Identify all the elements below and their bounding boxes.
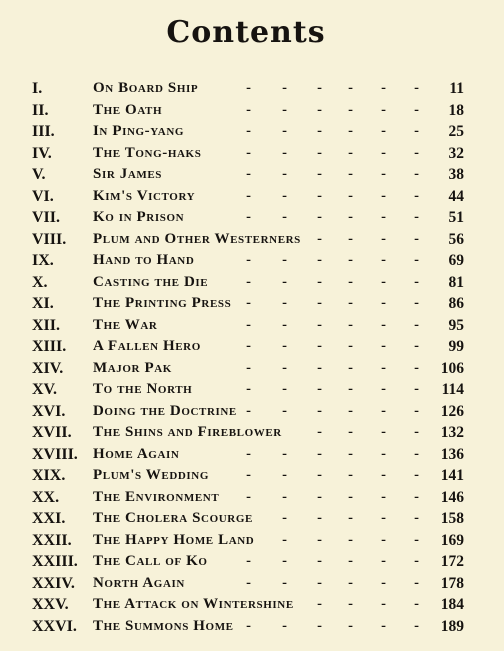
chapter-page-number: 51 <box>448 209 464 226</box>
chapter-number: VIII. <box>32 230 67 248</box>
leader-dash: - <box>348 574 353 591</box>
chapter-title: Plum and Other Westerners <box>93 230 301 247</box>
chapter-number: XXI. <box>32 510 66 527</box>
chapter-title: The Summons Home <box>93 617 234 634</box>
leader-dash: - <box>414 510 419 526</box>
leader-dash: - <box>282 166 287 182</box>
leader-dash: - <box>317 574 322 591</box>
toc-entry[interactable] <box>0 422 504 444</box>
chapter-page-number: 169 <box>440 531 464 549</box>
leader-dash: - <box>317 123 322 139</box>
leader-dash: - <box>348 402 353 419</box>
leader-dash: - <box>348 252 353 268</box>
chapter-title: Sir James <box>93 166 162 182</box>
leader-dash: - <box>317 531 322 548</box>
toc-entry[interactable] <box>0 272 504 294</box>
leader-dash: - <box>381 123 386 139</box>
leader-dash: - <box>348 187 353 204</box>
chapter-title: Major Pak <box>93 359 172 376</box>
leader-dash: - <box>282 510 287 526</box>
leader-dash: - <box>348 510 353 526</box>
chapter-page-number: 56 <box>448 230 464 248</box>
leader-dash: - <box>246 209 251 225</box>
chapter-number: XXIII. <box>32 553 78 570</box>
toc-entry[interactable] <box>0 121 504 143</box>
chapter-title: The Happy Home Land <box>93 531 255 548</box>
chapter-title: North Again <box>93 574 185 591</box>
leader-dash: - <box>246 381 251 397</box>
leader-dash: - <box>282 273 287 290</box>
leader-dash: - <box>348 424 353 440</box>
leader-dash: - <box>282 531 287 548</box>
chapter-title: Home Again <box>93 445 180 462</box>
chapter-number: I. <box>32 80 43 97</box>
leader-dash: - <box>282 252 287 268</box>
leader-dash: - <box>246 273 251 290</box>
leader-dash: - <box>414 617 419 634</box>
leader-dash: - <box>381 467 386 483</box>
leader-dash: - <box>317 338 322 354</box>
toc-entry[interactable] <box>0 143 504 165</box>
leader-dash: - <box>414 144 419 161</box>
chapter-page-number: 146 <box>440 488 464 506</box>
leader-dash: - <box>381 273 386 290</box>
leader-dash: - <box>381 510 386 526</box>
page-title: Contents <box>166 15 326 50</box>
leader-dash: - <box>348 445 353 462</box>
leader-dash: - <box>414 402 419 419</box>
leader-dash: - <box>414 273 419 290</box>
chapter-page-number: 86 <box>448 295 464 312</box>
toc-entry[interactable] <box>0 315 504 337</box>
leader-dash: - <box>282 574 287 591</box>
chapter-number: VII. <box>32 209 61 226</box>
leader-dash: - <box>381 553 386 569</box>
leader-dash: - <box>414 295 419 311</box>
leader-dash: - <box>348 273 353 290</box>
leader-dash: - <box>414 381 419 397</box>
leader-dash: - <box>381 187 386 204</box>
leader-dash: - <box>246 123 251 139</box>
toc-entry[interactable] <box>0 164 504 186</box>
chapter-page-number: 99 <box>448 338 464 355</box>
leader-dash: - <box>246 467 251 483</box>
leader-dash: - <box>381 101 386 118</box>
chapter-title: The Shins and Fireblower <box>93 424 282 440</box>
leader-dash: - <box>414 424 419 440</box>
chapter-number: XIX. <box>32 467 66 484</box>
chapter-title: The Cholera Scourge <box>93 510 253 526</box>
leader-dash: - <box>381 166 386 182</box>
leader-dash: - <box>348 359 353 376</box>
leader-dash: - <box>246 166 251 182</box>
leader-dash: - <box>414 338 419 354</box>
leader-dash: - <box>381 381 386 397</box>
leader-dash: - <box>381 252 386 268</box>
leader-dash: - <box>348 316 353 333</box>
chapter-page-number: 81 <box>448 273 464 291</box>
chapter-page-number: 106 <box>440 359 464 377</box>
leader-dash: - <box>414 80 419 96</box>
toc-entry[interactable] <box>0 573 504 595</box>
chapter-number: III. <box>32 123 55 140</box>
leader-dash: - <box>317 80 322 96</box>
chapter-title: Kim's Victory <box>93 187 196 204</box>
leader-dash: - <box>317 617 322 634</box>
chapter-page-number: 132 <box>440 424 464 441</box>
leader-dash: - <box>381 574 386 591</box>
leader-dash: - <box>246 488 251 505</box>
leader-dash: - <box>246 316 251 333</box>
leader-dash: - <box>381 316 386 333</box>
chapter-number: XXVI. <box>32 617 77 635</box>
toc-entry[interactable] <box>0 293 504 315</box>
chapter-page-number: 38 <box>448 166 464 183</box>
leader-dash: - <box>414 574 419 591</box>
leader-dash: - <box>317 101 322 118</box>
chapter-title: The Call of Ko <box>93 553 208 569</box>
toc-entry[interactable] <box>0 444 504 466</box>
chapter-number: XIV. <box>32 359 64 377</box>
leader-dash: - <box>246 295 251 311</box>
leader-dash: - <box>317 381 322 397</box>
chapter-page-number: 32 <box>448 144 464 162</box>
chapter-page-number: 69 <box>448 252 464 269</box>
chapter-number: XV. <box>32 381 58 398</box>
chapter-title: Plum's Wedding <box>93 467 209 483</box>
leader-dash: - <box>246 187 251 204</box>
chapter-number: XVII. <box>32 424 72 441</box>
chapter-page-number: 178 <box>440 574 464 592</box>
leader-dash: - <box>381 402 386 419</box>
chapter-title: The Attack on Wintershine <box>93 596 294 612</box>
leader-dash: - <box>246 338 251 354</box>
leader-dash: - <box>348 80 353 96</box>
leader-dash: - <box>381 617 386 634</box>
chapter-number: XXII. <box>32 531 72 549</box>
leader-dash: - <box>348 230 353 247</box>
leader-dash: - <box>381 80 386 96</box>
toc-entry[interactable] <box>0 207 504 229</box>
chapter-number: XI. <box>32 295 54 312</box>
chapter-number: VI. <box>32 187 54 205</box>
leader-dash: - <box>348 553 353 569</box>
leader-dash: - <box>282 123 287 139</box>
leader-dash: - <box>348 295 353 311</box>
leader-dash: - <box>348 166 353 182</box>
leader-dash: - <box>381 445 386 462</box>
chapter-number: X. <box>32 273 48 291</box>
leader-dash: - <box>348 209 353 225</box>
toc-entry[interactable] <box>0 594 504 616</box>
chapter-title: Doing the Doctrine <box>93 402 237 419</box>
toc-entry[interactable] <box>0 336 504 358</box>
leader-dash: - <box>317 144 322 161</box>
leader-dash: - <box>282 617 287 634</box>
chapter-title: The Tong-haks <box>93 144 202 161</box>
chapter-page-number: 158 <box>440 510 464 527</box>
toc-entry[interactable] <box>0 508 504 530</box>
leader-dash: - <box>317 230 322 247</box>
leader-dash: - <box>381 144 386 161</box>
chapter-number: V. <box>32 166 46 183</box>
chapter-title: On Board Ship <box>93 80 199 96</box>
chapter-page-number: 189 <box>440 617 464 635</box>
leader-dash: - <box>282 467 287 483</box>
leader-dash: - <box>348 596 353 612</box>
leader-dash: - <box>414 596 419 612</box>
leader-dash: - <box>381 531 386 548</box>
leader-dash: - <box>282 359 287 376</box>
leader-dash: - <box>317 402 322 419</box>
chapter-number: XX. <box>32 488 60 506</box>
leader-dash: - <box>246 402 251 419</box>
leader-dash: - <box>317 316 322 333</box>
leader-dash: - <box>414 166 419 182</box>
leader-dash: - <box>381 295 386 311</box>
toc-entry[interactable] <box>0 186 504 208</box>
leader-dash: - <box>348 144 353 161</box>
leader-dash: - <box>381 338 386 354</box>
leader-dash: - <box>246 445 251 462</box>
chapter-title: To the North <box>93 381 193 397</box>
leader-dash: - <box>246 252 251 268</box>
leader-dash: - <box>414 488 419 505</box>
leader-dash: - <box>317 359 322 376</box>
chapter-page-number: 136 <box>440 445 464 463</box>
leader-dash: - <box>381 488 386 505</box>
chapter-number: XII. <box>32 316 61 334</box>
leader-dash: - <box>282 295 287 311</box>
leader-dash: - <box>317 209 322 225</box>
leader-dash: - <box>317 295 322 311</box>
chapter-title: A Fallen Hero <box>93 338 201 354</box>
leader-dash: - <box>381 230 386 247</box>
leader-dash: - <box>317 252 322 268</box>
chapter-title: Casting the Die <box>93 273 209 290</box>
toc-entry[interactable] <box>0 78 504 100</box>
leader-dash: - <box>317 424 322 440</box>
toc-entry[interactable] <box>0 379 504 401</box>
leader-dash: - <box>381 596 386 612</box>
chapter-page-number: 11 <box>449 80 464 97</box>
chapter-page-number: 25 <box>448 123 464 140</box>
leader-dash: - <box>381 209 386 225</box>
leader-dash: - <box>414 252 419 268</box>
leader-dash: - <box>414 316 419 333</box>
chapter-title: Hand to Hand <box>93 252 195 268</box>
leader-dash: - <box>317 488 322 505</box>
chapter-number: XIII. <box>32 338 67 355</box>
chapter-title: The Oath <box>93 101 163 118</box>
toc-entry[interactable] <box>0 100 504 122</box>
leader-dash: - <box>414 123 419 139</box>
leader-dash: - <box>317 596 322 612</box>
leader-dash: - <box>246 553 251 569</box>
leader-dash: - <box>348 467 353 483</box>
toc-entry[interactable] <box>0 616 504 638</box>
leader-dash: - <box>348 123 353 139</box>
leader-dash: - <box>317 445 322 462</box>
chapter-page-number: 95 <box>448 316 464 334</box>
chapter-page-number: 184 <box>440 596 464 613</box>
leader-dash: - <box>246 144 251 161</box>
leader-dash: - <box>348 101 353 118</box>
leader-dash: - <box>282 316 287 333</box>
leader-dash: - <box>414 467 419 483</box>
leader-dash: - <box>282 144 287 161</box>
table-of-contents <box>0 78 504 637</box>
leader-dash: - <box>348 531 353 548</box>
chapter-number: II. <box>32 101 49 119</box>
leader-dash: - <box>414 187 419 204</box>
chapter-number: IV. <box>32 144 52 162</box>
toc-entry[interactable] <box>0 401 504 423</box>
toc-entry[interactable] <box>0 487 504 509</box>
chapter-page-number: 141 <box>440 467 464 484</box>
leader-dash: - <box>282 381 287 397</box>
leader-dash: - <box>348 338 353 354</box>
leader-dash: - <box>348 381 353 397</box>
chapter-number: XXIV. <box>32 574 75 592</box>
leader-dash: - <box>282 80 287 96</box>
leader-dash: - <box>317 467 322 483</box>
leader-dash: - <box>414 230 419 247</box>
leader-dash: - <box>414 531 419 548</box>
leader-dash: - <box>282 338 287 354</box>
toc-entry[interactable] <box>0 465 504 487</box>
leader-dash: - <box>414 101 419 118</box>
leader-dash: - <box>414 209 419 225</box>
toc-entry[interactable] <box>0 229 504 251</box>
chapter-title: The War <box>93 316 158 333</box>
leader-dash: - <box>381 424 386 440</box>
chapter-number: XVI. <box>32 402 66 420</box>
leader-dash: - <box>282 488 287 505</box>
leader-dash: - <box>348 617 353 634</box>
chapter-page-number: 44 <box>448 187 464 205</box>
leader-dash: - <box>414 445 419 462</box>
chapter-number: IX. <box>32 252 54 269</box>
leader-dash: - <box>381 359 386 376</box>
leader-dash: - <box>317 553 322 569</box>
chapter-title: In Ping-yang <box>93 123 185 139</box>
chapter-page-number: 172 <box>440 553 464 570</box>
chapter-title: Ko in Prison <box>93 209 185 225</box>
chapter-number: XXV. <box>32 596 69 613</box>
leader-dash: - <box>282 101 287 118</box>
chapter-page-number: 18 <box>448 101 464 119</box>
chapter-title: The Printing Press <box>93 295 232 311</box>
leader-dash: - <box>414 359 419 376</box>
toc-entry[interactable] <box>0 551 504 573</box>
leader-dash: - <box>317 510 322 526</box>
leader-dash: - <box>317 166 322 182</box>
leader-dash: - <box>348 488 353 505</box>
chapter-page-number: 126 <box>440 402 464 420</box>
leader-dash: - <box>282 187 287 204</box>
leader-dash: - <box>282 402 287 419</box>
leader-dash: - <box>246 617 251 634</box>
leader-dash: - <box>317 273 322 290</box>
chapter-page-number: 114 <box>441 381 464 398</box>
leader-dash: - <box>246 574 251 591</box>
chapter-number: XVIII. <box>32 445 78 463</box>
toc-entry[interactable] <box>0 250 504 272</box>
leader-dash: - <box>317 187 322 204</box>
leader-dash: - <box>246 101 251 118</box>
leader-dash: - <box>246 359 251 376</box>
toc-entry[interactable] <box>0 530 504 552</box>
chapter-title: The Environment <box>93 488 220 505</box>
leader-dash: - <box>282 209 287 225</box>
toc-entry[interactable] <box>0 358 504 380</box>
leader-dash: - <box>414 553 419 569</box>
leader-dash: - <box>246 80 251 96</box>
leader-dash: - <box>282 553 287 569</box>
leader-dash: - <box>282 445 287 462</box>
